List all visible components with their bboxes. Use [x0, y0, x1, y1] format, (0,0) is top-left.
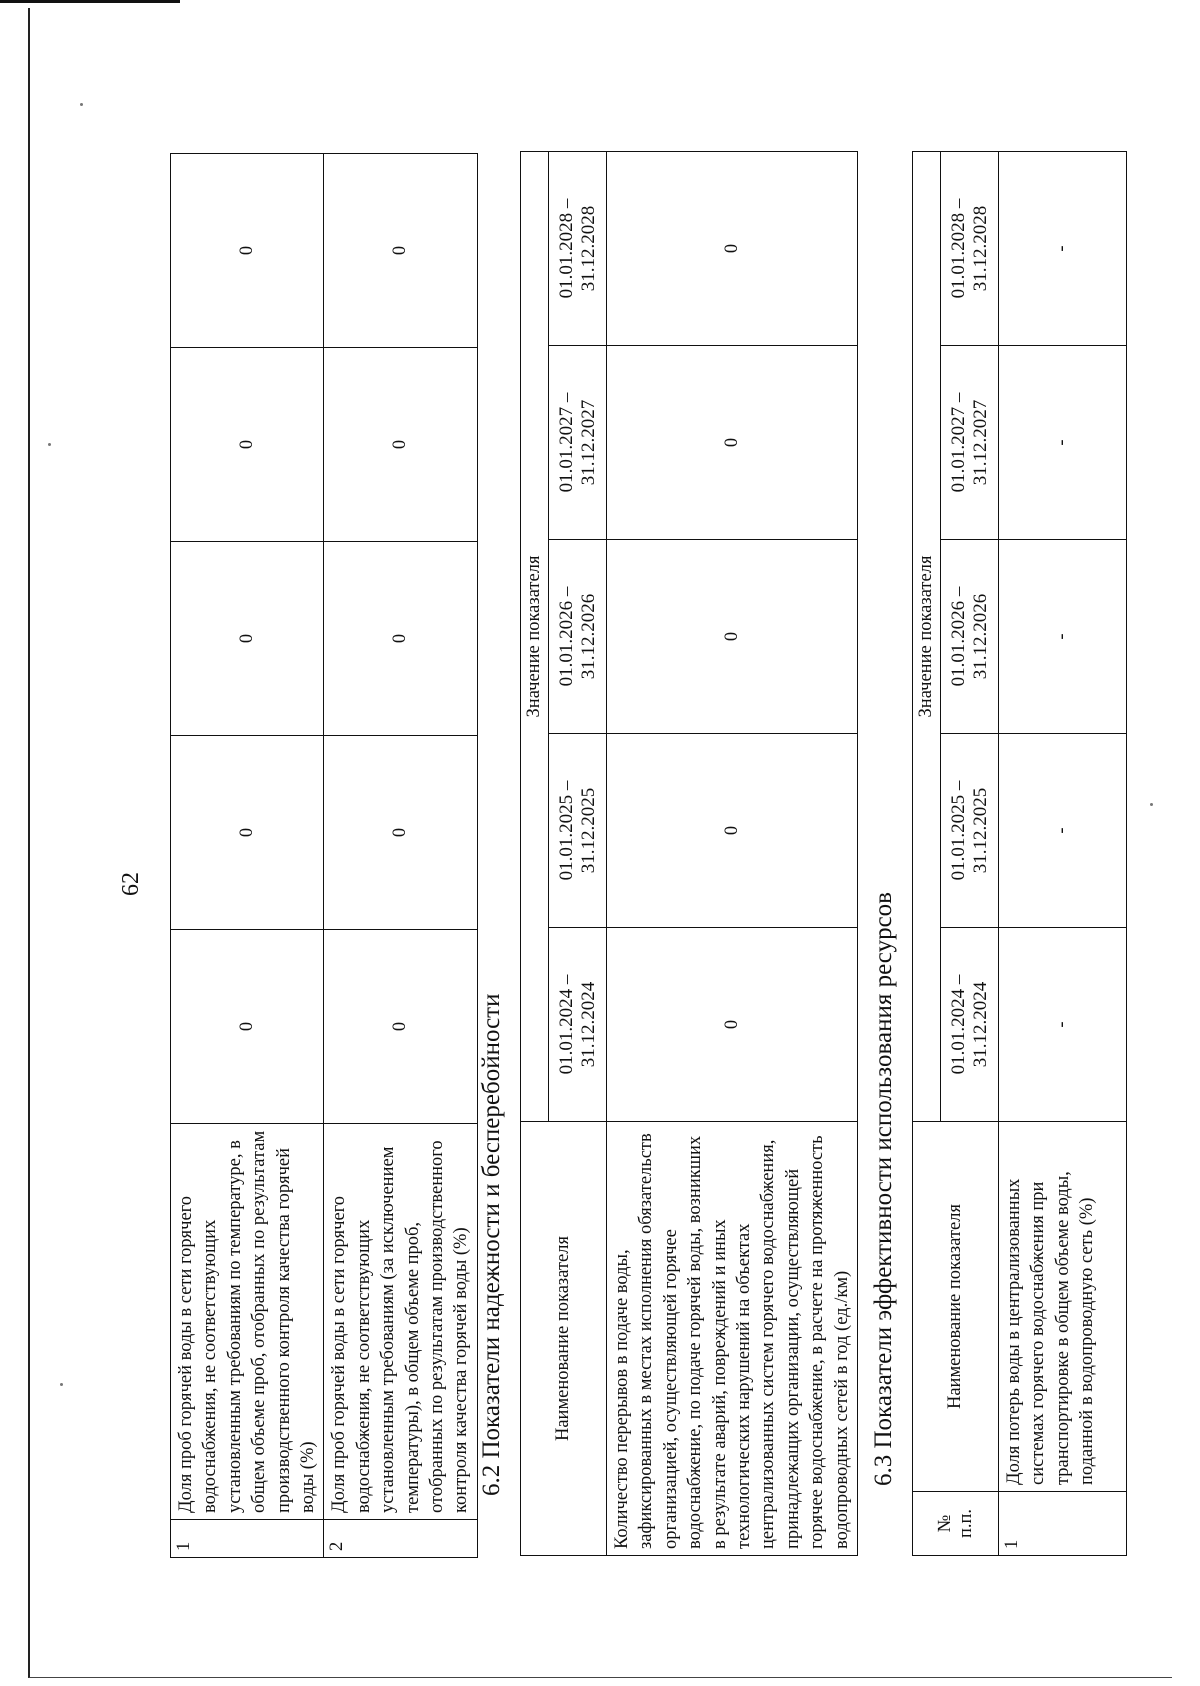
period-header: 01.01.2025 – 31.12.2025 — [549, 734, 607, 928]
quality-table — [170, 153, 478, 1558]
value-cell: 0 — [171, 542, 324, 736]
value-cell: - — [999, 928, 1127, 1122]
value-cell: 0 — [324, 736, 477, 930]
period-header: 01.01.2028 – 31.12.2028 — [549, 151, 607, 345]
value-cell: - — [999, 734, 1127, 928]
value-cell: 0 — [171, 348, 324, 542]
value-cell: 0 — [171, 736, 324, 930]
scan-speck — [80, 103, 83, 106]
value-cell: 0 — [171, 930, 324, 1124]
table-row — [999, 151, 1127, 1555]
value-cell: 0 — [607, 734, 858, 928]
period-header: 01.01.2024 – 31.12.2024 — [941, 928, 999, 1122]
column-group-header: Значение показателя — [521, 151, 549, 1121]
row-number: 2 — [324, 1520, 477, 1558]
indicator-name: Доля проб горячей воды в сети горячего водоснабжения, не соответствующих установленным требованиям (за исключением температуры), в общем объеме проб, отобранных по результатам производственного контроля качества горячей воды (%) — [324, 1124, 477, 1520]
period-header: 01.01.2026 – 31.12.2026 — [549, 540, 607, 734]
period-header: 01.01.2025 – 31.12.2025 — [941, 734, 999, 928]
row-number: 1 — [999, 1492, 1127, 1556]
table-row — [171, 154, 324, 1558]
period-header: 01.01.2028 – 31.12.2028 — [941, 151, 999, 345]
value-cell: 0 — [607, 346, 858, 540]
column-group-header: Значение показателя — [913, 151, 941, 1121]
column-header-name: Наименование показателя — [913, 1122, 999, 1492]
column-header-name: Наименование показателя — [521, 1122, 607, 1556]
scan-speck — [1150, 803, 1153, 806]
indicator-name: Доля проб горячей воды в сети горячего водоснабжения, не соответствующих установленным требованиям по температуре, в общем объеме проб, отобранных по результатам производственного контроля качества горячей воды (%) — [171, 1124, 324, 1520]
value-cell: 0 — [324, 154, 477, 348]
indicator-name: Количество перерывов в подаче воды, зафиксированных в местах исполнения обязательств организацией, осуществляющей горячее водоснабжение, по подаче горячей воды, возникших в результате аварий, повреждений и иных технологических нарушений на объектах централизованных систем горячего водоснабжения, принадлежащих организации, осуществляющей горячее водоснабжение, в расчете на протяженность водопроводных сетей в год (ед./км) — [607, 1122, 858, 1556]
period-header: 01.01.2027 – 31.12.2027 — [549, 346, 607, 540]
value-cell: 0 — [607, 151, 858, 345]
section-6-2-title: 6.2 Показатели надежности и бесперебойности — [478, 993, 505, 1496]
section-6-3-title: 6.3 Показатели эффективности использования ресурсов — [870, 892, 897, 1486]
column-header-number: № п.п. — [913, 1492, 999, 1556]
reliability-table — [520, 151, 858, 1556]
value-cell: 0 — [324, 348, 477, 542]
efficiency-table — [912, 151, 1127, 1556]
value-cell: - — [999, 151, 1127, 345]
value-cell: 0 — [607, 928, 858, 1122]
value-cell: 0 — [324, 930, 477, 1124]
period-header: 01.01.2026 – 31.12.2026 — [941, 540, 999, 734]
indicator-name: Доля потерь воды в централизованных системах горячего водоснабжения при транспортировке в общем объеме воды, поданной в водопроводную сеть (%) — [999, 1122, 1127, 1492]
row-number: 1 — [171, 1520, 324, 1558]
scan-speck — [60, 1383, 63, 1386]
value-cell: 0 — [607, 540, 858, 734]
page-number: 62 — [118, 872, 144, 896]
period-header: 01.01.2027 – 31.12.2027 — [941, 346, 999, 540]
value-cell: - — [999, 540, 1127, 734]
scan-speck — [48, 443, 51, 446]
value-cell: 0 — [324, 542, 477, 736]
value-cell: - — [999, 346, 1127, 540]
value-cell: 0 — [171, 154, 324, 348]
table-row — [607, 151, 858, 1555]
period-header: 01.01.2024 – 31.12.2024 — [549, 928, 607, 1122]
table-row — [324, 154, 477, 1558]
